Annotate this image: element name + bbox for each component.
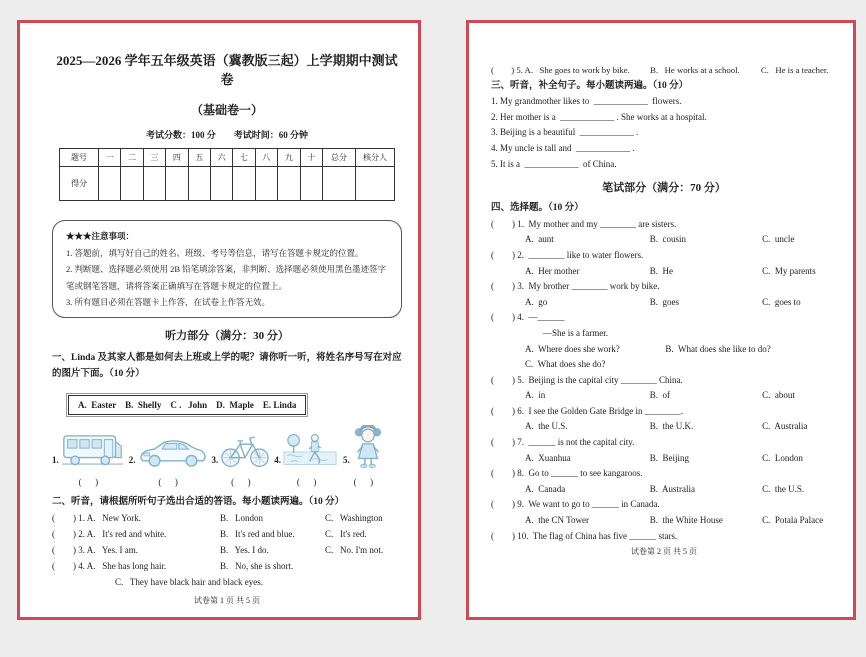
score-table-empty-cell — [300, 167, 322, 201]
score-table-empty-cell — [278, 167, 300, 201]
section2-title: 二、听音，请根据所听句子选出合适的答语。每小题读两遍。（10 分） — [52, 497, 345, 508]
score-table-header-row — [60, 149, 395, 167]
option-a: A. go — [525, 296, 548, 307]
page-1-footer: 试卷第 1 页 共 5 页 — [194, 596, 260, 606]
person-walking-icon — [283, 431, 339, 469]
notice-item: 2. 判断题、选择题必须使用 2B 铅笔填涂答案，非判断、选择题必须使用黑色墨迹签字笔或钢笔答题，请将答案正确填写在答题卡规定的位置上。 — [66, 264, 387, 291]
pictures-row — [52, 425, 402, 487]
choice-question-stem: ( ) 3. My brother ________ work by bike. — [491, 281, 660, 292]
exam-subtitle: （基础卷一） — [190, 103, 263, 117]
option-a: A. aunt — [525, 234, 554, 245]
option-a: A. Xuanhua — [525, 452, 571, 463]
notice-item: 1. 答题前，填写好自己的姓名、班级、考号等信息，请写在答题卡规定的位置。 — [66, 247, 364, 258]
option-c: C. Potala Palace — [762, 515, 824, 526]
score-table-header-cell: 十 — [300, 149, 322, 167]
option-b: B. He works at a school. — [650, 65, 740, 75]
option-a: A. Canada — [525, 483, 566, 494]
option-c: C. goes to — [762, 296, 801, 307]
option-c: C. Washington — [325, 513, 383, 524]
choice-question-stem: ( ) 1. My mother and my ________ are sisters. — [491, 218, 677, 229]
picture-number: 1. — [52, 455, 59, 466]
choice-options-row — [491, 451, 837, 467]
score-table-header-cell: 七 — [233, 149, 255, 167]
car-icon — [138, 437, 208, 469]
choice-options-row — [491, 482, 837, 498]
score-table-empty-cell — [99, 167, 121, 201]
score-table-row-label: 得分 — [60, 167, 99, 201]
option-b: B. Yes. I do. — [220, 545, 269, 556]
option-b: B. No, she is short. — [220, 561, 294, 572]
picture-item-1 — [52, 431, 125, 487]
option-c: C. London — [762, 452, 803, 463]
choice-question-stem: ( ) 7. ______ is not the capital city. — [491, 437, 635, 448]
question-stem: ( ) 3. A. Yes. I am. — [52, 545, 139, 556]
option-b: B. cousin — [649, 234, 687, 245]
notice-item: 3. 所有题目必须在答题卡上作答，在试卷上作答无效。 — [66, 297, 271, 308]
option-c: C. the U.S. — [762, 483, 805, 494]
fill-blank-sentence: 4. My uncle is tall and ____________ . — [491, 142, 635, 153]
answer-slot: ( ) — [296, 477, 317, 488]
score-table-empty-cell — [356, 167, 395, 201]
option-b: B. the White House — [649, 515, 723, 526]
option-c: C. No. I'm not. — [325, 545, 384, 556]
score-table-header-cell: 核分人 — [356, 149, 395, 167]
choice-question-stem: ( ) 10. The flag of China has five ______ stars. — [491, 530, 678, 541]
option-b: B. Australia — [649, 483, 696, 494]
exam-title: 2025—2026 学年五年级英语（冀教版三起）上学期期中测试卷 — [56, 53, 398, 87]
option-b: B. of — [649, 390, 671, 401]
notice-title-line — [66, 228, 388, 245]
answer-slot: ( ) — [231, 477, 251, 488]
score-table-empty-cell — [210, 167, 232, 201]
page-2-content — [469, 63, 853, 657]
score-table-empty-cell — [121, 167, 143, 201]
answer-slot: ( ) — [158, 477, 178, 488]
score-table-empty-cell — [143, 167, 165, 201]
listening-question-row — [52, 510, 402, 526]
score-table-header-cell: 总分 — [323, 149, 356, 167]
score-table — [59, 148, 395, 201]
listening-question-row — [52, 542, 402, 558]
choice-question-stem: ( ) 6. I see the Golden Gate Bridge in ________. — [491, 405, 683, 416]
option-c: C. It's red. — [325, 529, 367, 540]
choice-question-stem: ( ) 2. ________ like to water flowers. — [491, 249, 644, 260]
listening-section-heading: 听力部分（满分：30 分） — [165, 329, 289, 342]
question-stem: ( ) 2. A. It's red and white. — [52, 529, 167, 540]
score-table-header-cell: 八 — [255, 149, 277, 167]
score-table-header-cell: 题号 — [60, 149, 99, 167]
choice-options-row — [491, 388, 837, 404]
score-table-empty-cell — [188, 167, 210, 201]
option-a: A. in — [525, 390, 546, 401]
picture-number: 5. — [343, 455, 350, 466]
option-a: A. Her mother — [525, 265, 580, 276]
fill-blank-sentence: 2. Her mother is a ____________ . She works at a hospital. — [491, 111, 707, 122]
fill-blank-sentence: 3. Beijing is a beautiful ____________ . — [491, 127, 639, 138]
choice-options-row — [491, 342, 837, 358]
bus-icon — [61, 431, 125, 469]
picture-number: 3. — [211, 455, 219, 466]
picture-item-3 — [212, 431, 271, 487]
question-stem: ( ) 4. A. She has long hair. — [52, 561, 167, 572]
score-table-empty-cell — [166, 167, 188, 201]
fill-blank-sentence: 5. It is a ____________ of China. — [491, 158, 617, 169]
choice-options-row — [491, 513, 837, 529]
bicycle-icon — [220, 431, 270, 469]
score-table-header-cell: 三 — [143, 149, 165, 167]
listening-question-row — [52, 526, 402, 542]
choice-options-row — [491, 419, 837, 435]
question-stem: ( ) 5. A. She goes to work by bike. — [491, 65, 630, 75]
answer-slot: ( ) — [353, 477, 374, 488]
girl-icon — [352, 425, 384, 469]
option-c: C. uncle — [762, 234, 795, 245]
option-a: A. the U.S. — [525, 421, 568, 432]
choice-question-stem: ( ) 4. —______ — [491, 312, 565, 323]
option-c: C. My parents — [762, 265, 816, 276]
score-table-header-cell: 一 — [99, 149, 121, 167]
fill-blank-sentence: 1. My grandmother likes to ____________ flowers. — [491, 96, 682, 107]
choice-question-stem: ( ) 8. Go to ______ to see kangaroos. — [491, 468, 643, 479]
picture-item-4 — [274, 431, 339, 487]
score-table-header-cell: 二 — [121, 149, 143, 167]
notice-box — [52, 220, 402, 318]
option-c-continuation: C. They have black hair and black eyes. — [115, 577, 264, 588]
section1-title: 一、Linda 及其家人都是如何去上班或上学的呢？请你听一听，将姓名序号写在对应的图片下面。（10 分） — [52, 352, 402, 379]
page-2-footer: 试卷第 2 页 共 5 页 — [631, 547, 697, 557]
exam-page-1 — [17, 20, 421, 620]
score-table-header-cell: 四 — [166, 149, 188, 167]
picture-number: 4. — [274, 455, 281, 466]
choice-question-stem-line2: —She is a farmer. — [543, 327, 608, 338]
score-table-body-row — [60, 167, 395, 201]
score-table-empty-cell — [255, 167, 277, 201]
score-table-header-cell: 五 — [188, 149, 210, 167]
score-table-empty-cell — [233, 167, 255, 201]
option-b: B. It's red and blue. — [220, 529, 295, 540]
option-b: B. Beijing — [649, 452, 690, 463]
option-b: B. the U.K. — [649, 421, 694, 432]
section3-title: 三、听音，补全句子。每小题读两遍。（10 分） — [491, 80, 689, 91]
option-b: B. He — [649, 265, 674, 276]
page-1-content — [20, 50, 418, 644]
option-a: A. Where does she work? — [525, 343, 620, 354]
option-c: C. He is a teacher. — [760, 65, 829, 75]
picture-item-2 — [129, 437, 208, 487]
option-c: C. about — [762, 390, 795, 401]
option-b: B. London — [220, 513, 264, 524]
exam-info: 考试分数：100 分 考试时间：60 分钟 — [145, 130, 308, 140]
name-options-box: A. Easter B. Shelly C . John D. Maple E. Linda — [68, 395, 306, 415]
choice-question-stem: ( ) 9. We want to go to ______ in Canada. — [491, 499, 660, 510]
written-section-heading: 笔试部分（满分：70 分） — [602, 182, 726, 195]
option-c: C. What does she do? — [525, 359, 606, 370]
choice-options-row — [491, 295, 837, 311]
answer-slot: ( ) — [78, 477, 99, 488]
choice-options-row — [491, 264, 837, 280]
option-b: B. What does she like to do? — [665, 343, 771, 354]
section4-title: 四、选择题。（10 分） — [491, 203, 584, 214]
choice-options-row — [491, 232, 837, 248]
option-a: A. the CN Tower — [525, 515, 589, 526]
listening-question-row — [52, 558, 402, 574]
notice-title: 注意事项： — [91, 231, 135, 241]
score-table-empty-cell — [323, 167, 356, 201]
exam-page-2 — [466, 20, 856, 620]
listening-question-row — [491, 63, 837, 79]
picture-item-5 — [343, 425, 384, 487]
choice-question-stem: ( ) 5. Beijing is the capital city ________ China. — [491, 374, 683, 385]
question-stem: ( ) 1. A. New York. — [52, 513, 142, 524]
notice-stars: ★★★ — [66, 231, 92, 241]
option-c: C. Australia — [762, 421, 808, 432]
option-b: B. goes — [649, 296, 680, 307]
picture-number: 2. — [128, 455, 136, 466]
score-table-header-cell: 六 — [210, 149, 232, 167]
score-table-header-cell: 九 — [278, 149, 300, 167]
